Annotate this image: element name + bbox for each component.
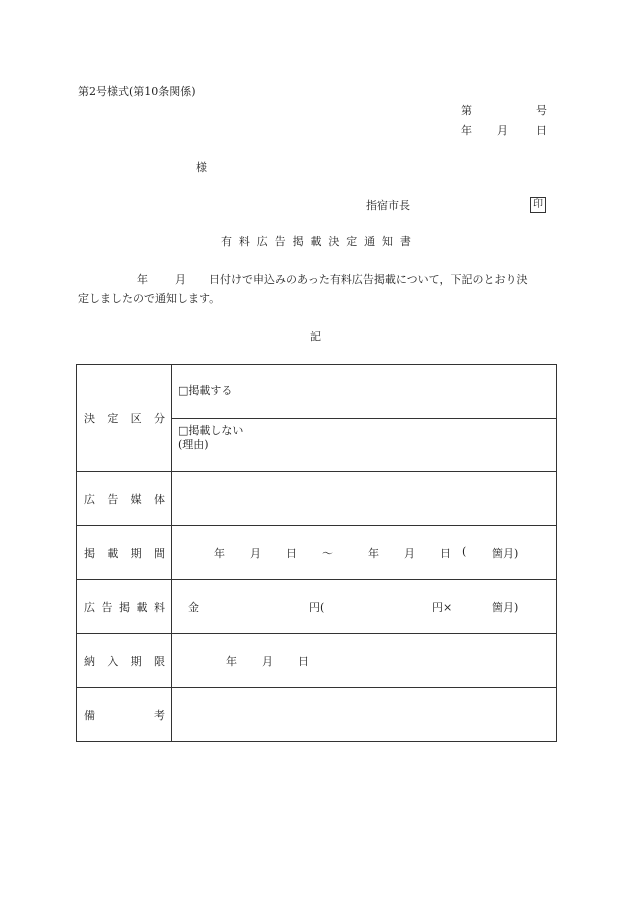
date-day: 日 [536, 124, 547, 137]
label-remarks: 備 考 [77, 688, 172, 742]
label-period: 掲 載 期 間 [77, 526, 172, 580]
body-line2: 定しましたので通知します。 [78, 292, 221, 305]
label-deadline: 納 入 期 限 [77, 634, 172, 688]
row-media [77, 472, 557, 526]
title-char: 広 [256, 235, 268, 248]
decision-options [172, 365, 557, 472]
issuer-name: 指宿市長 [366, 199, 410, 212]
title-char: 料 [238, 235, 250, 248]
ki-heading: 記 [310, 330, 321, 343]
date-month: 月 [497, 124, 508, 137]
media-value[interactable] [172, 472, 557, 526]
title-char: 告 [274, 235, 286, 248]
title-char: 有 [221, 235, 232, 248]
title-char: 書 [399, 235, 411, 248]
label-fee: 広 告 掲 載 料 [77, 580, 172, 634]
row-decision [77, 365, 557, 472]
seal-mark [530, 197, 546, 213]
date-year: 年 [461, 124, 472, 137]
row-period [77, 526, 557, 580]
doc-number-suffix: 号 [536, 104, 547, 117]
title-char: 載 [310, 235, 322, 248]
body-line1: 日付けで申込みのあった有料広告掲載について，下記のとおり決 [209, 273, 528, 286]
reason-label: (理由) [178, 438, 209, 451]
option-not-publish[interactable]: □掲載しない [178, 424, 244, 437]
body-month: 月 [175, 273, 186, 286]
label-media: 広 告 媒 体 [77, 472, 172, 526]
label-decision: 決 定 区 分 [77, 365, 172, 472]
title-char: 決 [328, 235, 340, 248]
title-char: 通 [364, 235, 376, 248]
title-char: 掲 [292, 235, 304, 248]
title-char: 定 [346, 235, 358, 248]
period-value[interactable]: 年 月 日 ～ 年 月 日 ( 箇月) [172, 526, 557, 580]
addressee-honorific: 様 [196, 161, 207, 174]
row-fee [77, 580, 557, 634]
option-publish[interactable]: □掲載する [178, 384, 233, 397]
document-title [221, 235, 411, 249]
form-number: 第2号様式(第10条関係) [78, 85, 196, 98]
title-char: 知 [382, 235, 394, 248]
body-year: 年 [137, 273, 148, 286]
seal-icon: 印 [530, 197, 546, 213]
doc-number-prefix: 第 [461, 104, 472, 117]
row-deadline [77, 634, 557, 688]
deadline-value[interactable]: 年 月 日 [172, 634, 557, 688]
fee-value[interactable]: 金 円( 円× 箇月) [172, 580, 557, 634]
row-remarks [77, 688, 557, 742]
remarks-value[interactable] [172, 688, 557, 742]
notice-table [76, 364, 557, 742]
